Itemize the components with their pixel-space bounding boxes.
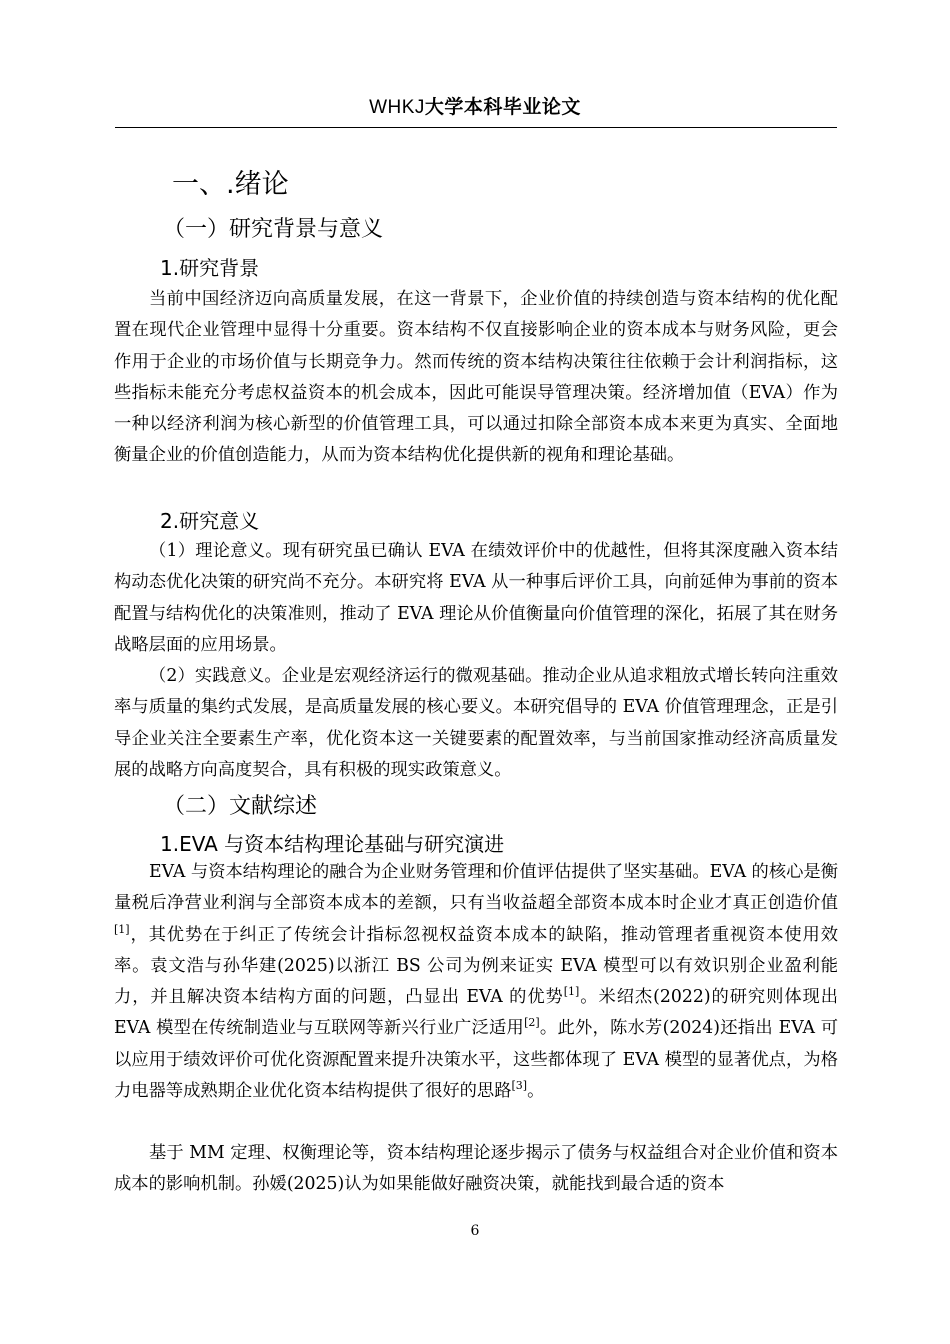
page-number: 6: [470, 1223, 480, 1239]
citation-ref: [1]: [114, 922, 130, 936]
paragraph-text: 。此外，陈水芳(2024)还指出 EVA 可以应用于绩效评价可优化资源配置来提升决策水平，这些都体现了 EVA 模型的显著优点，为格力电器等成熟期企业优化资本结构提供了很好的思路: [114, 1018, 838, 1102]
paragraph-eva-literature: [114, 857, 838, 1107]
section-heading-literature: （二）文献综述: [163, 794, 318, 819]
paragraph-text: 。: [527, 1081, 545, 1102]
page-header: [0, 92, 950, 119]
header-thesis-title: 大学本科毕业论文: [424, 96, 581, 118]
header-divider: [115, 127, 837, 128]
paragraph-practical-significance: （2）实践意义。企业是宏观经济运行的微观基础。推动企业从追求粗放式增长转向注重效率与质量的集约式发展，是高质量发展的核心要义。本研究倡导的 EVA 价值管理理念，正是引导企业关注全要素生产率，优化资本这一关键要素的配置效率，与当前国家推动经济高质量发展的战略方向高度契合，具有积极的现实政策意义。: [114, 666, 838, 780]
paragraph-capital-structure: 基于 MM 定理、权衡理论等，资本结构理论逐步揭示了债务与权益组合对企业价值和资本成本的影响机制。孙媛(2025)认为如果能做好融资决策，就能找到最合适的资本: [114, 1143, 838, 1195]
subsection-heading-eva-theory: 1.EVA 与资本结构理论基础与研究演进: [160, 832, 505, 856]
subsection-heading-background: 1.研究背景: [160, 256, 260, 280]
subsection-heading-significance: 2.研究意义: [160, 509, 260, 533]
citation-ref: [3]: [511, 1079, 528, 1093]
chapter-heading: 一、.绪论: [172, 169, 289, 200]
citation-ref: [2]: [524, 1016, 540, 1030]
header-university-code: WHKJ: [369, 97, 425, 118]
paragraph-theoretical-significance: （1）理论意义。现有研究虽已确认 EVA 在绩效评价中的优越性，但将其深度融入资本结构动态优化决策的研究尚不充分。本研究将 EVA 从一种事后评价工具，向前延伸为事前的资本配置与结构优化的决策准则，推动了 EVA 理论从价值衡量向价值管理的深化，拓展了其在财务战略层面的应用场景。: [114, 541, 838, 655]
section-heading-background: （一）研究背景与意义: [163, 217, 384, 242]
paragraph-text: 。米绍杰(2022)的研究则体现出 EVA 模型在传统制造业与互联网等新兴行业广泛适用: [114, 987, 839, 1039]
citation-ref: [1]: [563, 985, 580, 999]
paragraph-text: ，其优势在于纠正了传统会计指标忽视权益资本成本的缺陷，推动管理者重视资本使用效率。袁文浩与孙华建(2025)以浙江 BS 公司为例来证实 EVA 模型可以有效识别企业盈利能力，并且解决资本结构方面的问题，凸显出 EVA 的优势: [114, 924, 838, 1008]
paragraph-text: EVA 与资本结构理论的融合为企业财务管理和价值评估提供了坚实基础。EVA 的核心是衡量税后净营业利润与全部资本成本的差额，只有当收益超全部资本成本时企业才真正创造价值: [114, 862, 838, 914]
paragraph-background: 当前中国经济迈向高质量发展，在这一背景下，企业价值的持续创造与资本结构的优化配置在现代企业管理中显得十分重要。资本结构不仅直接影响企业的资本成本与财务风险，更会作用于企业的市场价值与长期竞争力。然而传统的资本结构决策往往依赖于会计利润指标，这些指标未能充分考虑权益资本的机会成本，因此可能误导管理决策。经济增加值（EVA）作为一种以经济利润为核心新型的价值管理工具，可以通过扣除全部资本成本来更为真实、全面地衡量企业的价值创造能力，从而为资本结构优化提供新的视角和理论基础。: [114, 289, 838, 466]
